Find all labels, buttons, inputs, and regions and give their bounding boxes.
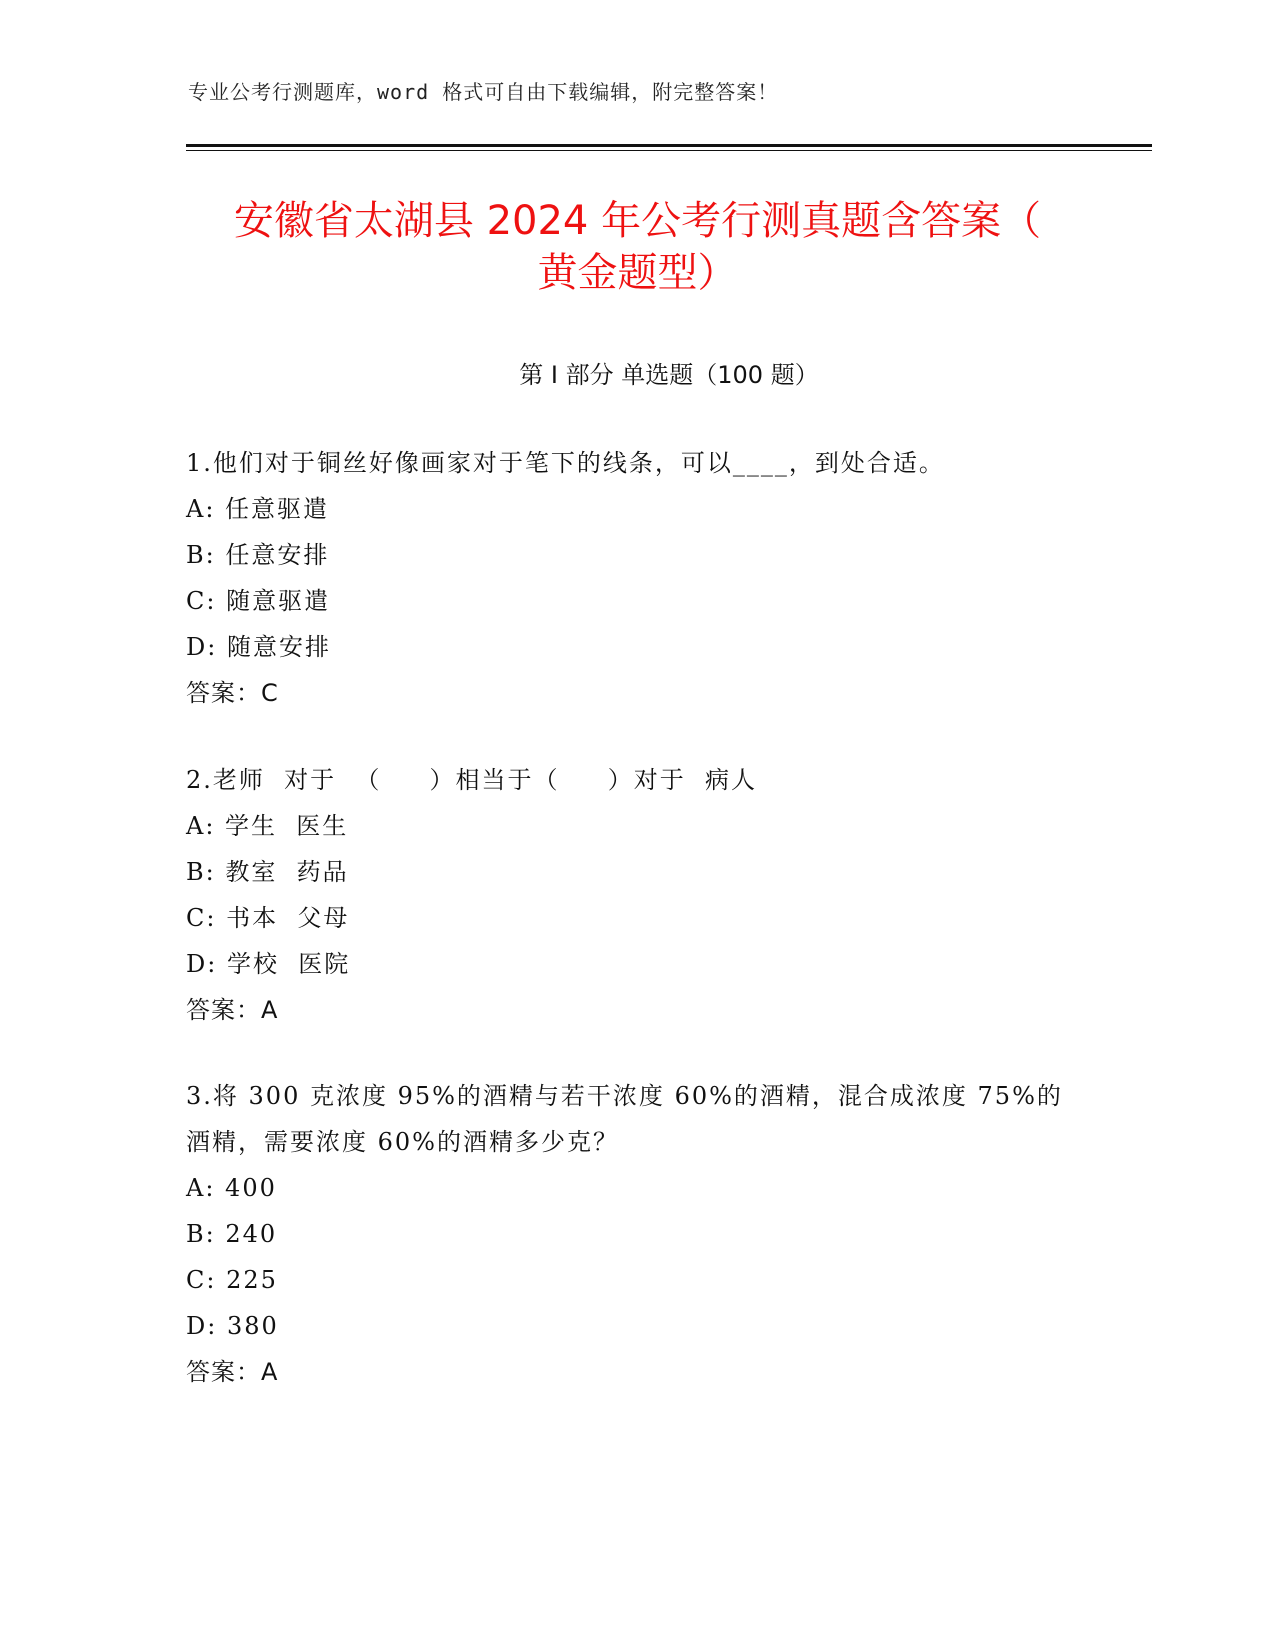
answer: 答案：A — [186, 1358, 279, 1386]
option-a: A: 任意驱遣 — [186, 495, 330, 523]
question-stem: 3.将 300 克浓度 95%的酒精与若干浓度 60%的酒精，混合成浓度 75%的酒精，需要浓度 60%的酒精多少克？ — [186, 1082, 1063, 1156]
option-c: C: 随意驱遣 — [186, 587, 331, 615]
option-b: B: 教室 药品 — [186, 858, 349, 886]
option-c: C: 225 — [186, 1266, 278, 1294]
header-divider-thin — [186, 150, 1152, 151]
section-title: 第 I 部分 单选题（100 题） — [519, 361, 819, 389]
option-d: D: 随意安排 — [186, 633, 331, 661]
option-a: A: 400 — [186, 1174, 277, 1202]
answer: 答案：A — [186, 996, 279, 1024]
option-b: B: 240 — [186, 1220, 278, 1248]
option-d: D: 380 — [186, 1312, 279, 1340]
document-title-line-1: 安徽省太湖县 2024 年公考行测真题含答案（ — [233, 198, 1042, 244]
header-divider-thick — [186, 144, 1152, 147]
option-d: D: 学校 医院 — [186, 950, 351, 978]
document-title-line-2: 黄金题型） — [537, 250, 738, 296]
option-c: C: 书本 父母 — [186, 904, 350, 932]
option-a: A: 学生 医生 — [186, 812, 349, 840]
question-2 — [186, 757, 1086, 1033]
document-title — [160, 195, 1115, 299]
question-stem: 1.他们对于铜丝好像画家对于笔下的线条，可以____，到处合适。 — [186, 449, 945, 477]
header-note: 专业公考行测题库，word 格式可自由下载编辑，附完整答案！ — [188, 80, 779, 104]
question-3 — [186, 1073, 1086, 1395]
option-b: B: 任意安排 — [186, 541, 330, 569]
question-1 — [186, 440, 1086, 716]
answer: 答案：C — [186, 679, 279, 707]
question-stem: 2.老师 对于 （ ）相当于（ ）对于 病人 — [186, 766, 757, 794]
